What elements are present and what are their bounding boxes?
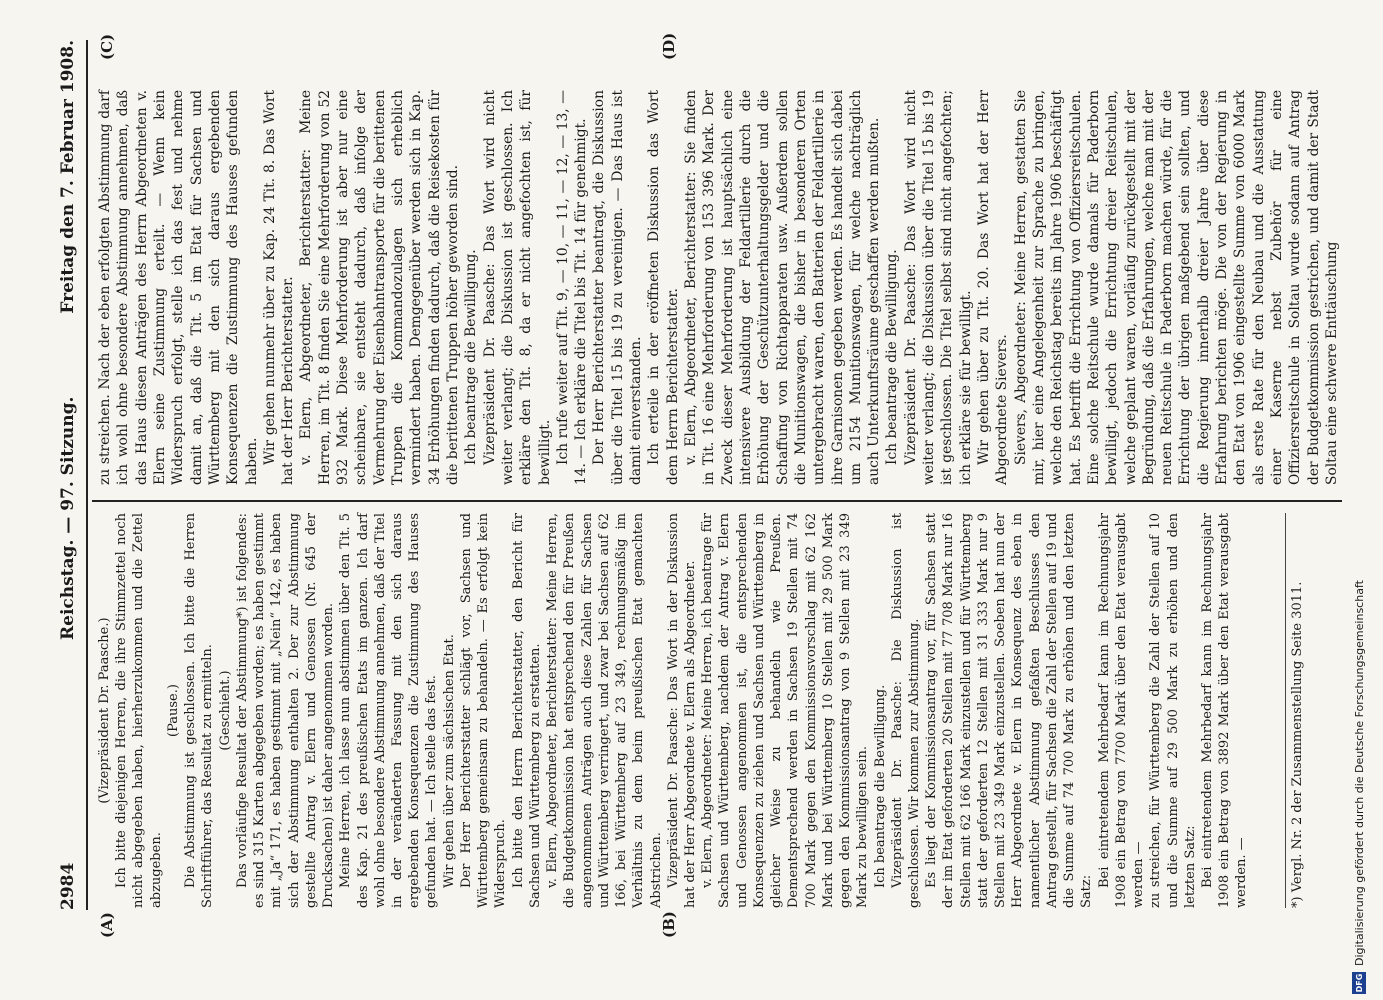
session-date: Freitag den 7. Februar 1908. xyxy=(58,40,78,314)
paragraph: zu streichen. Nach der eben erfolgten Abstimmung darf ich wohl ohne besondere Abstimmung annehmen, daß das Haus diesen Anträgen des Herrn Abgeordneten v. Elern seine Zustimmung erteilt. — Wenn kein Widerspruch erfolgt, stelle ich das fest und nehme damit an, daß die Tit. 5 im Etat für Sachsen und Württemberg mit den sich daraus ergebenden Konsequenzen die Zustimmung des Hauses gefunden haben. xyxy=(97,90,260,485)
left-column xyxy=(96,513,1251,908)
paragraph: Meine Herren, ich lasse nun abstimmen über den Tit. 5 des Kap. 21 des preußischen Etats im ganzen. Ich darf wohl ohne besondere Abstimmung annehmen, daß der Titel in der veränderten Fassung mit den sich daraus ergebenden Konsequenzen die Zustimmung des Hauses gefunden hat. — Ich stelle das fest. xyxy=(338,513,440,908)
credit-text: Digitalisierung gefördert durch die Deutsche Forschungsgemeinschaft xyxy=(1352,580,1366,966)
margin-mark-c: (C) xyxy=(98,33,116,60)
quoted-clause: Bei eintretendem Mehrbedarf kann im Rechnungsjahr 1908 ein Betrag von 7700 Mark über den Etat verausgabt werden — xyxy=(1096,513,1147,908)
paragraph: Es liegt der Kommissionsantrag vor, für Sachsen statt der im Etat geforderten 20 Stellen mit 77 708 Mark nur 16 Stellen mit 62 166 Mark einzustellen und für Württemberg statt der geforderten 12 Stellen mit 31 333 Mark nur 9 Stellen mit 23 349 Mark einzustellen. Soeben hat nun der Herr Abgeordnete v. Elern in Konsequenz des eben in namentlicher Abstimmung gefaßten Beschlusses den Antrag gestellt, für Sachsen die Zahl der Stellen auf 19 und die Summe auf 74 700 Mark zu erhöhen und den letzten Satz: xyxy=(924,513,1095,908)
session-title: Reichstag. — 97. Sitzung. xyxy=(58,396,78,640)
paragraph: Ich beantrage die Bewilligung. xyxy=(872,684,888,888)
paragraph: Ich rufe weiter auf Tit. 9, — 10, — 11, — 12, — 13, — 14. — Ich erkläre die Titel bis Tit. 14 für genehmigt. xyxy=(554,90,590,485)
column-rule xyxy=(92,500,1342,502)
speech-paragraph: v. Elern, Abgeordneter, Berichterstatter: Meine Herren, die Budgetkommission hat entsprechend den für Preußen angenommenen Anträgen auch diese Zahlen für Sachsen und Württemberg verringert, und zwar bei Sachsen auf 62 166, bei Württemberg auf 23 349, rechnungsmäßig im Verhältnis zu dem beim preußischen Etat gemachten Abstrichen. xyxy=(545,513,664,908)
page-number: 2984 xyxy=(58,862,78,910)
footnote: *) Vergl. Nr. 2 der Zusammenstellung Seite 3011. xyxy=(1285,513,1305,908)
paragraph: zu streichen, für Württemberg die Zahl der Stellen auf 10 und die Summe auf 29 500 Mark zu erhöhen und den letzten Satz: xyxy=(1148,513,1198,908)
page-header xyxy=(58,40,88,910)
speech-paragraph: v. Elern, Abgeordneter, Berichterstatter: Sie finden in Tit. 16 eine Mehrforderung von 153 396 Mark. Der Zweck dieser Mehrforderung ist hauptsächlich eine intensivere Ausbildung der Feldartillerie durch die Erhöhung der Geschützunterhaltungsgelder und die Schaffung von Richtapparaten usw. Außerdem sollen die Munitionswagen, die bisher in besonderen Orten untergebracht waren, den Batterien der Feldartillerie in ihre Garnisonen gegeben werden. Es handelt sich dabei um 2154 Munitionswagen, für welche nachträglich auch Unterkunftsräume geschaffen werden mußten. xyxy=(683,90,883,485)
paragraph: Das vorläufige Resultat der Abstimmung*) ist folgendes: es sind 315 Karten abgegeben worden; es haben gestimmt mit „Ja“ 171, es haben gestimmt mit „Nein“ 142, es haben sich der Abstimmung enthalten 2. Der zur Abstimmung gestellte Antrag v. Elern und Genossen (Nr. 645 der Drucksachen) ist daher angenommen worden. xyxy=(234,513,337,908)
margin-mark-d: (D) xyxy=(660,32,678,60)
paragraph: Ich bitte den Herrn Berichterstatter, den Bericht für Sachsen und Württemberg zu erstatten. xyxy=(510,513,543,908)
paragraph: Der Herr Berichterstatter schlägt vor, Sachsen und Württemberg gemeinsam zu behandeln. — Es erfolgt kein Widerspruch. xyxy=(458,513,509,908)
paragraph: Wir gehen über zu Tit. 20. Das Wort hat der Herr Abgeordnete Sievers. xyxy=(976,90,1011,485)
speech-paragraph: v. Elern, Abgeordneter: Meine Herren, ich beantrage für Sachsen und Württemberg, nachdem der Antrag v. Elern und Genossen angenommen ist, die entsprechenden Konsequenzen zu ziehen und Sachsen und Württemberg in gleicher Weise zu behandeln wie Preußen. Dementsprechend werden in Sachsen 19 Stellen mit 74 700 Mark gegen den Kommissionsvorschlag mit 62 162 Mark und bei Württemberg 10 Stellen mit 29 500 Mark gegen den Kommissionsantrag von 9 Stellen mit 23 349 Mark zu bewilligen sein. xyxy=(700,513,871,908)
paragraph: Ich beantrage die Bewilligung. xyxy=(463,249,480,465)
speech-paragraph: Vizepräsident Dr. Paasche: Die Diskussion ist geschlossen. Wir kommen zur Abstimmung. xyxy=(889,513,923,908)
speech-paragraph: Vizepräsident Dr. Paasche: Das Wort wird nicht weiter verlangt; die Diskussion ist geschlossen. Ich erkläre den Tit. 8, da er nicht angefochten ist, für bewilligt. xyxy=(481,90,553,485)
paragraph: Der Herr Berichterstatter beantragt, die Diskussion über die Titel 15 bis 19 zu vereinigen. — Das Haus ist damit einverstanden. xyxy=(591,90,645,485)
quoted-clause: Bei eintretendem Mehrbedarf kann im Rechnungsjahr 1908 ein Betrag von 3892 Mark über den Etat verausgabt werden. — xyxy=(1200,513,1250,908)
paragraph: Wir gehen über zum sächsischen Etat. xyxy=(441,634,457,888)
paragraph: Ich erteile in der eröffneten Diskussion das Wort dem Herrn Berichterstatter. xyxy=(646,90,681,485)
speech-paragraph: v. Elern, Abgeordneter, Berichterstatter: Meine Herren, im Tit. 8 finden Sie eine Mehrforderung von 52 932 Mark. Diese Mehrforderung ist aber nur eine scheinbare, sie entsteht dadurch, daß infolge der Vermehrung der Eisenbahntransporte für die berittenen Truppen die Kommandozulagen sich erheblich vermindert haben. Demgegenüber werden sich in Kap. 34 Erhöhungen finden dadurch, daß die Reisekosten für die berittenen Truppen höher geworden sind. xyxy=(298,90,461,485)
stage-direction: (Pause.) xyxy=(165,684,181,737)
margin-mark-b: (B) xyxy=(660,911,678,938)
speech-paragraph: Sievers, Abgeordneter: Meine Herren, gestatten Sie mir, hier eine Angelegenheit zur Sprache zu bringen, welche den Reichstag bereits im Jahre 1906 beschäftigt hat. Es betrifft die Errichtung von Offiziersreitschulen. Eine solche Reitschule wurde damals für Paderborn bewilligt, jedoch die Errichtung dreier Reitschulen, welche geplant waren, vorläufig zurückgestellt mit der Begründung, daß die Erfahrungen, welche man mit der neuen Reitschule in Paderborn machen würde, für die Errichtung der übrigen maßgebend sein sollten, und die Regierung innerhalb dreier Jahre über diese Erfahrung berichten möge. Die von der Regierung in den Etat von 1906 eingestellte Summe von 6000 Mark als erste Rate für den Neubau und die Ausstattung einer Kaserne nebst Zubehör für eine Offiziersreitschule in Soltau wurde sodann auf Antrag der Budgetkommission gestrichen, und damit der Stadt Soltau eine schwere Enttäuschung xyxy=(1012,90,1340,485)
stage-direction: (Geschieht.) xyxy=(217,670,233,751)
paragraph: Die Abstimmung ist geschlossen. Ich bitte die Herren Schriftführer, das Resultat zu ermitteln. xyxy=(183,513,216,908)
paragraph: (Vizepräsident Dr. Paasche.) xyxy=(97,617,112,804)
speech-paragraph: Vizepräsident Dr. Paasche: Das Wort in der Diskussion hat der Herr Abgeordnete v. Elern als Abgeordneter. xyxy=(665,513,698,908)
paragraph: Ich bitte diejenigen Herren, die ihre Stimmzettel noch nicht abgegeben haben, hierherzukommen und die Zettel abzugeben. xyxy=(114,513,164,908)
paragraph: Wir gehen nunmehr über zu Kap. 24 Tit. 8. Das Wort hat der Herr Berichterstatter. xyxy=(261,90,297,485)
header-rule xyxy=(86,40,88,910)
right-column xyxy=(96,90,1341,485)
margin-mark-a: (A) xyxy=(98,912,116,938)
speech-paragraph: Vizepräsident Dr. Paasche: Das Wort wird nicht weiter verlangt; die Diskussion über die Titel 15 bis 19 ist geschlossen. Die Titel selbst sind nicht angefochten; ich erkläre sie für bewilligt. xyxy=(902,90,974,485)
digitization-credit xyxy=(1352,0,1366,1000)
dfg-logo: DFG xyxy=(1352,972,1366,994)
paragraph: Ich beantrage die Bewilligung. xyxy=(884,249,901,465)
